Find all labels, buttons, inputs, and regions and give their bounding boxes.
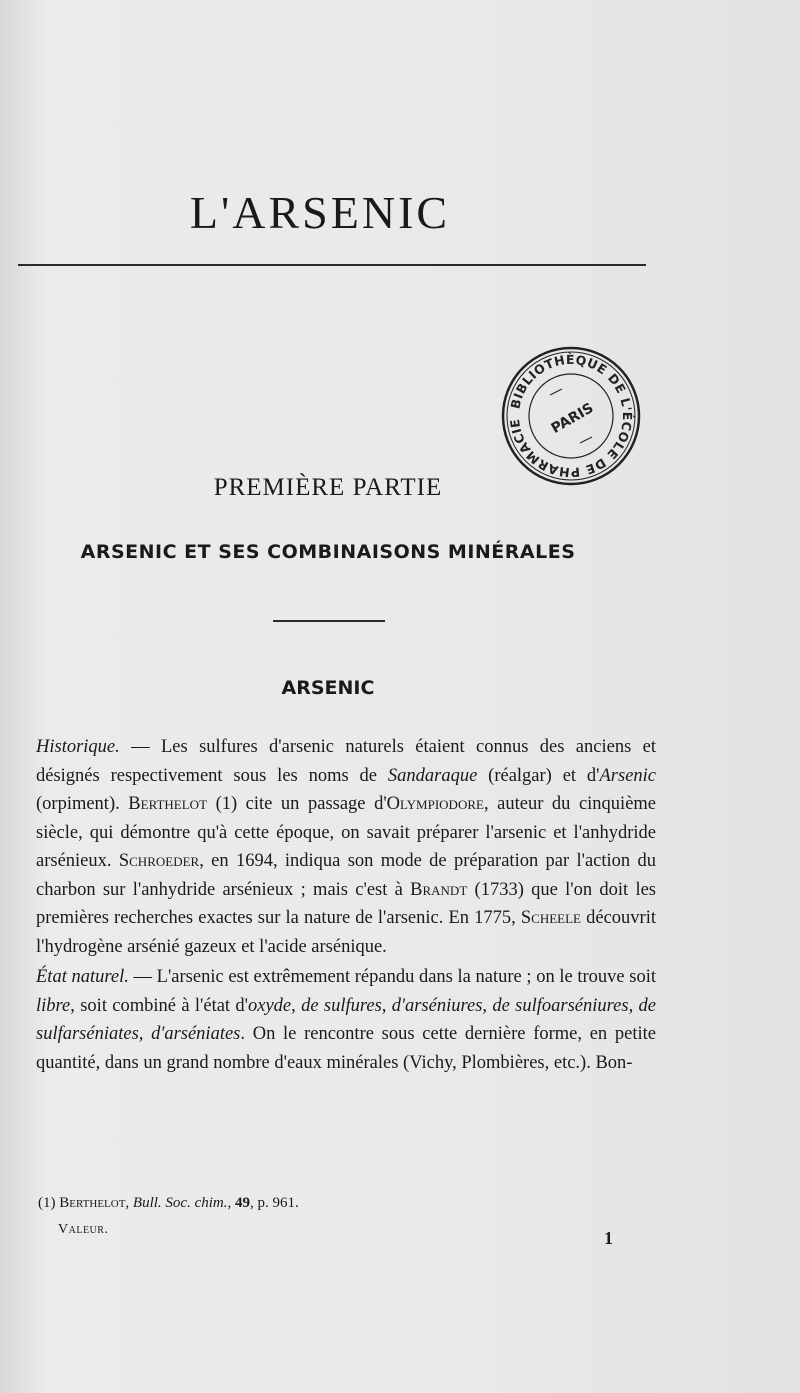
part-heading: PREMIÈRE PARTIE xyxy=(213,474,443,501)
library-stamp xyxy=(500,345,642,487)
paragraph-etat-naturel: État naturel. — L'arsenic est extrêmement répandu dans la nature ; on le trouve soit libre, soit combiné à l'état d'oxyde, de sulfures, d'arséniures, de sulfoarséniures, de sulfarséniates, d'arséniates. On le rencontre sous cette dernière forme, en petite quantité, dans un grand nombre d'eaux minérales (Vichy, Plombières, etc.). Bon- xyxy=(36,967,656,1073)
lead-etat-naturel: État naturel. xyxy=(36,967,129,987)
section-heading: ARSENIC xyxy=(281,677,375,699)
page-number: 1 xyxy=(604,1228,613,1248)
stamp-ring-text: BIBLIOTHÈQUE DE L'ÉCOLE DE PHARMACIE xyxy=(506,351,636,481)
section-divider xyxy=(273,620,385,622)
signature-mark: Valeur. xyxy=(58,1222,109,1237)
stamp-center-text: PARIS xyxy=(548,400,597,437)
title-rule xyxy=(18,264,646,266)
footnote: (1) Berthelot, Bull. Soc. chim., 49, p. 961. xyxy=(38,1195,299,1211)
paragraph-historique: Historique. — Les sulfures d'arsenic naturels étaient connus des anciens et désignés respectivement sous les noms de Sandaraque (réalgar) et d'Arsenic (orpiment). Berthelot (1) cite un passage d'Olympiodore, auteur du cinquième siècle, qui démontre qu'à cette époque, on savait préparer l'arsenic et l'anhydride arsénieux. Schroeder, en 1694, indiqua son mode de préparation par l'action du charbon sur l'anhydride arsénieux ; mais c'est à Brandt (1733) que l'on doit les premières recherches exactes sur la nature de l'arsenic. En 1775, Scheele découvrit l'hydrogène arsénié gazeux et l'acide arsénique. xyxy=(36,737,657,957)
document-title: L'ARSENIC xyxy=(189,187,451,238)
part-subtitle: ARSENIC ET SES COMBINAISONS MINÉRALES xyxy=(80,541,576,563)
body-text xyxy=(36,733,656,1077)
lead-historique: Historique. xyxy=(36,737,120,757)
